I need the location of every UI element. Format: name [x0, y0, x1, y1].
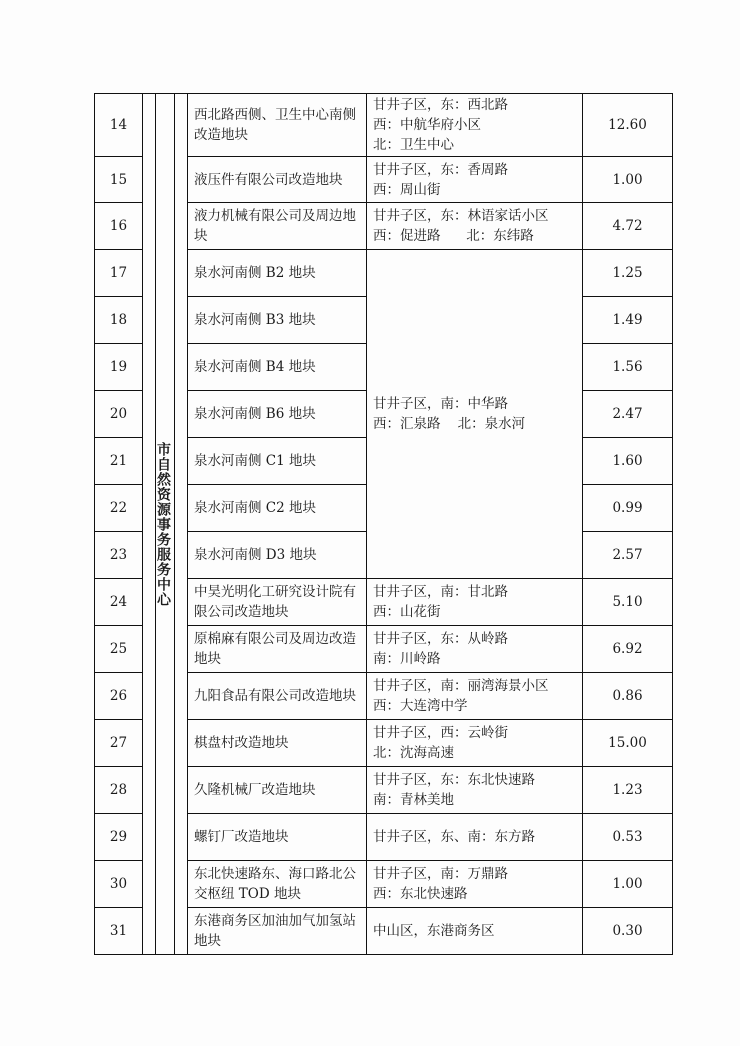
plot-location — [367, 250, 583, 579]
row-number: 22 — [95, 485, 143, 532]
location-line: 甘井子区，南：甘北路 — [373, 584, 508, 600]
plot-area: 15.00 — [583, 720, 673, 767]
location-line: 西：东北快速路 — [373, 886, 468, 902]
plot-area: 5.10 — [583, 579, 673, 626]
row-number: 18 — [95, 297, 143, 344]
plot-name: 泉水河南侧 B2 地块 — [188, 250, 367, 297]
location-line: 西：周山街 — [373, 181, 441, 198]
plot-area: 1.25 — [583, 250, 673, 297]
plot-location — [367, 203, 583, 250]
location-line: 北：卫生中心 — [373, 137, 454, 153]
row-number: 31 — [95, 908, 143, 955]
row-number: 15 — [95, 157, 143, 203]
plot-name: 棋盘村改造地块 — [188, 720, 367, 767]
plot-name: 原棉麻有限公司及周边改造地块 — [188, 626, 367, 673]
plot-area: 4.72 — [583, 203, 673, 250]
row-number: 25 — [95, 626, 143, 673]
plot-area: 0.53 — [583, 814, 673, 861]
location-line: 西：中航华府小区 — [373, 117, 481, 133]
row-number: 28 — [95, 767, 143, 814]
plot-area: 1.00 — [583, 157, 673, 203]
plot-location — [367, 626, 583, 673]
plot-area: 0.86 — [583, 673, 673, 720]
plot-area: 1.00 — [583, 861, 673, 908]
location-line: 甘井子区，南：丽湾海景小区 — [373, 678, 549, 694]
location-line: 甘井子区，南：中华路 — [373, 396, 508, 412]
row-number: 30 — [95, 861, 143, 908]
row-number: 23 — [95, 532, 143, 579]
row-number: 20 — [95, 391, 143, 438]
plot-name: 泉水河南侧 C2 地块 — [188, 485, 367, 532]
plot-name: 螺钉厂改造地块 — [188, 814, 367, 861]
plot-name: 泉水河南侧 D3 地块 — [188, 532, 367, 579]
plot-name: 泉水河南侧 B6 地块 — [188, 391, 367, 438]
location-line: 南：青林美地 — [373, 792, 454, 808]
plot-area: 12.60 — [583, 94, 673, 157]
plot-location — [367, 157, 583, 203]
location-line: 甘井子区，东：东北快速路 — [373, 772, 535, 788]
location-line: 西：大连湾中学 — [373, 698, 468, 714]
plot-location — [367, 814, 583, 861]
row-number: 21 — [95, 438, 143, 485]
responsible-unit-label: 市自然资源事务服务中心 — [155, 441, 171, 607]
responsible-unit-cell — [143, 94, 188, 955]
location-line: 甘井子区，东：香周路 — [373, 161, 508, 178]
location-line: 北：沈海高速 — [373, 745, 454, 761]
land-plot-table — [94, 93, 673, 955]
plot-name: 泉水河南侧 B3 地块 — [188, 297, 367, 344]
row-number: 26 — [95, 673, 143, 720]
location-line: 甘井子区，东：从岭路 — [373, 631, 508, 647]
plot-area: 1.56 — [583, 344, 673, 391]
row-number: 17 — [95, 250, 143, 297]
plot-location — [367, 94, 583, 157]
table-body — [95, 94, 673, 955]
location-line: 南：川岭路 — [373, 651, 441, 667]
location-line: 甘井子区，东、南：东方路 — [373, 829, 535, 845]
plot-location — [367, 767, 583, 814]
plot-name: 泉水河南侧 C1 地块 — [188, 438, 367, 485]
plot-location — [367, 861, 583, 908]
location-line: 西：汇泉路 北：泉水河 — [373, 416, 526, 432]
plot-area: 1.49 — [583, 297, 673, 344]
plot-name: 液力机械有限公司及周边地块 — [188, 203, 367, 250]
plot-location — [367, 908, 583, 955]
plot-name: 泉水河南侧 B4 地块 — [188, 344, 367, 391]
row-number: 19 — [95, 344, 143, 391]
plot-name: 东北快速路东、海口路北公交枢纽 TOD 地块 — [188, 861, 367, 908]
plot-name: 东港商务区加油加气加氢站地块 — [188, 908, 367, 955]
row-number: 29 — [95, 814, 143, 861]
table-row — [95, 94, 673, 157]
plot-name: 西北路西侧、卫生中心南侧改造地块 — [188, 94, 367, 157]
plot-location — [367, 720, 583, 767]
location-line: 甘井子区，东：林语家话小区 — [373, 208, 549, 224]
location-line: 西：促进路 北：东纬路 — [373, 228, 534, 244]
row-number: 16 — [95, 203, 143, 250]
plot-name: 久隆机械厂改造地块 — [188, 767, 367, 814]
plot-name: 液压件有限公司改造地块 — [188, 157, 367, 203]
row-number: 27 — [95, 720, 143, 767]
location-line: 甘井子区，西：云岭街 — [373, 725, 508, 741]
plot-area: 0.99 — [583, 485, 673, 532]
plot-area: 2.47 — [583, 391, 673, 438]
plot-location — [367, 673, 583, 720]
location-line: 西：山花街 — [373, 604, 441, 620]
row-number: 24 — [95, 579, 143, 626]
plot-area: 0.30 — [583, 908, 673, 955]
location-line: 中山区，东港商务区 — [373, 923, 495, 939]
location-line: 甘井子区，东：西北路 — [373, 97, 508, 113]
location-line: 甘井子区，南：万鼎路 — [373, 866, 508, 882]
plot-area: 1.23 — [583, 767, 673, 814]
plot-name: 九阳食品有限公司改造地块 — [188, 673, 367, 720]
row-number: 14 — [95, 94, 143, 157]
plot-area: 2.57 — [583, 532, 673, 579]
plot-area: 1.60 — [583, 438, 673, 485]
plot-location — [367, 579, 583, 626]
plot-area: 6.92 — [583, 626, 673, 673]
plot-name: 中昊光明化工研究设计院有限公司改造地块 — [188, 579, 367, 626]
